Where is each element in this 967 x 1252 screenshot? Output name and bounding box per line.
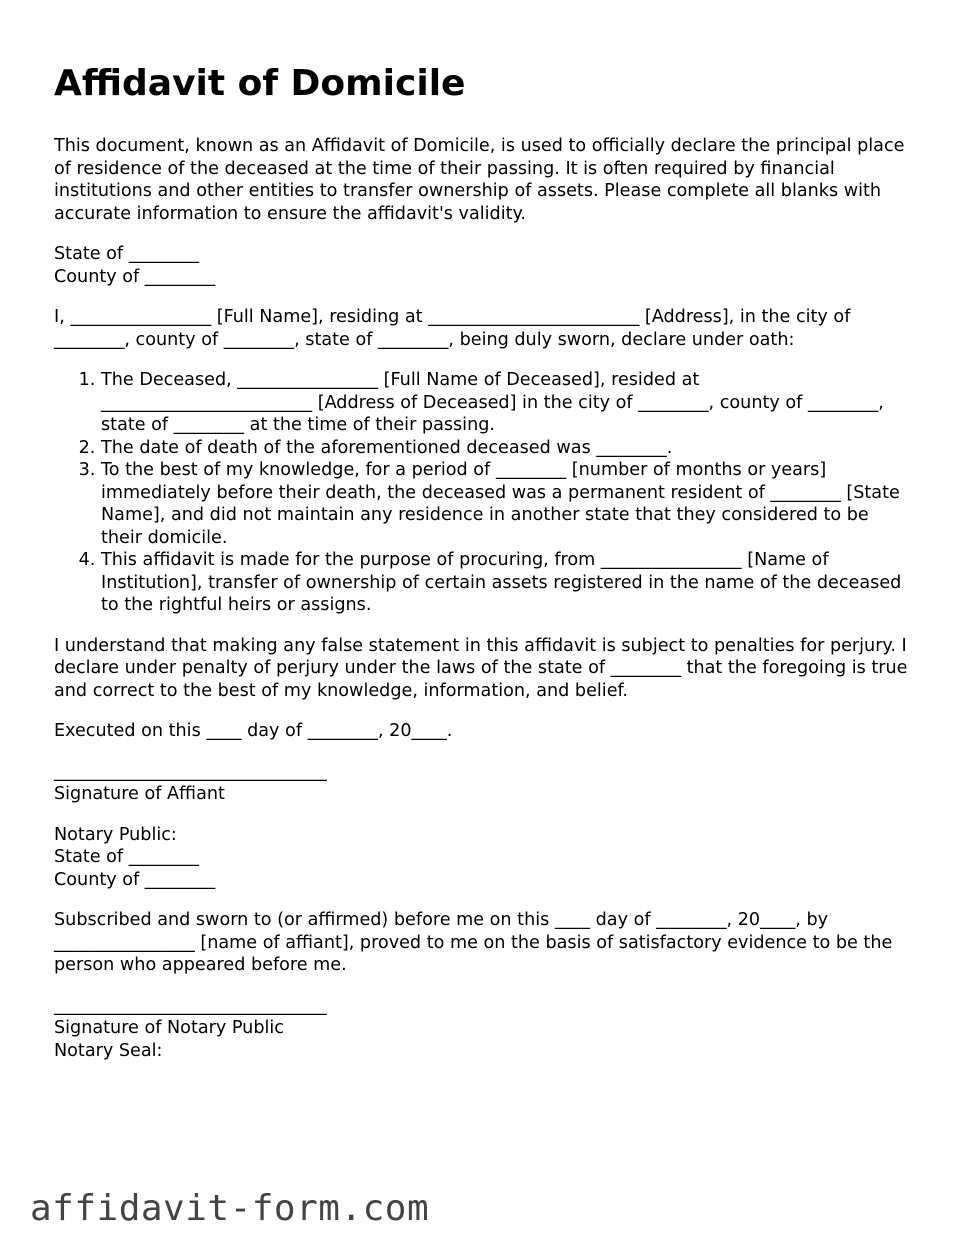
declaration-paragraph: I, ________________ [Full Name], residing at ________________________ [Address], in the city of ________, county of ________, state of ________, being duly sworn, declare under oath:: [54, 307, 851, 350]
document-title: Affidavit of Domicile: [54, 63, 466, 104]
list-item: 1. The Deceased, ________________ [Full Name of Deceased], resided at ________________________ [Address of Deceased] in the city of ________, county of ________, state of ________ at the time of their passing.: [101, 369, 914, 437]
executed-line: Executed on this ____ day of ________, 20____.: [54, 721, 453, 742]
affiant-signature-line: _______________________________: [54, 761, 327, 782]
venue-block: [54, 243, 914, 288]
notary-signature-block: [54, 995, 914, 1063]
notary-seal-label: Notary Seal:: [54, 1040, 163, 1061]
subscribed-paragraph: Subscribed and sworn to (or affirmed) before me on this ____ day of ________, 20____, by ________________ [name of affiant], proved to me on the basis of satisfactory evidence to be the person who appeared before me.: [54, 910, 893, 976]
affiant-signature-block: [54, 761, 914, 806]
list-item: 2. The date of death of the aforementioned deceased was ________.: [101, 437, 914, 460]
affiant-signature-label: Signature of Affiant: [54, 784, 225, 805]
notary-signature-line: _______________________________: [54, 995, 327, 1016]
notary-venue-block: [54, 824, 914, 892]
notary-state: State of ________: [54, 847, 200, 868]
list-item: 4. This affidavit is made for the purpose of procuring, from ________________ [Name of Institution], transfer of ownership of certain assets registered in the name of the deceased to the rightful heirs or assigns.: [101, 549, 914, 617]
statements-list: [54, 369, 914, 617]
intro-paragraph: This document, known as an Affidavit of Domicile, is used to officially declare the principal place of residence of the deceased at the time of their passing. It is often required by financial institutions and other entities to transfer ownership of assets. Please complete all blanks with accurate information to ensure the affidavit's validity.: [54, 136, 905, 224]
notary-signature-label: Signature of Notary Public: [54, 1018, 284, 1039]
perjury-paragraph: I understand that making any false statement in this affidavit is subject to penalties for perjury. I declare under penalty of perjury under the laws of the state of ________ that the foregoing is true and correct to the best of my knowledge, information, and belief.: [54, 635, 908, 701]
document-page: [54, 62, 914, 1080]
notary-county: County of ________: [54, 869, 216, 890]
venue-county: County of ________: [54, 266, 216, 287]
list-item: 3. To the best of my knowledge, for a period of ________ [number of months or years] immediately before their death, the deceased was a permanent resident of ________ [State Name], and did not maintain any residence in another state that they considered to be their domicile.: [101, 459, 914, 549]
notary-heading: Notary Public:: [54, 824, 177, 845]
footer-watermark: affidavit-form.com: [30, 1188, 430, 1229]
venue-state: State of ________: [54, 244, 200, 265]
